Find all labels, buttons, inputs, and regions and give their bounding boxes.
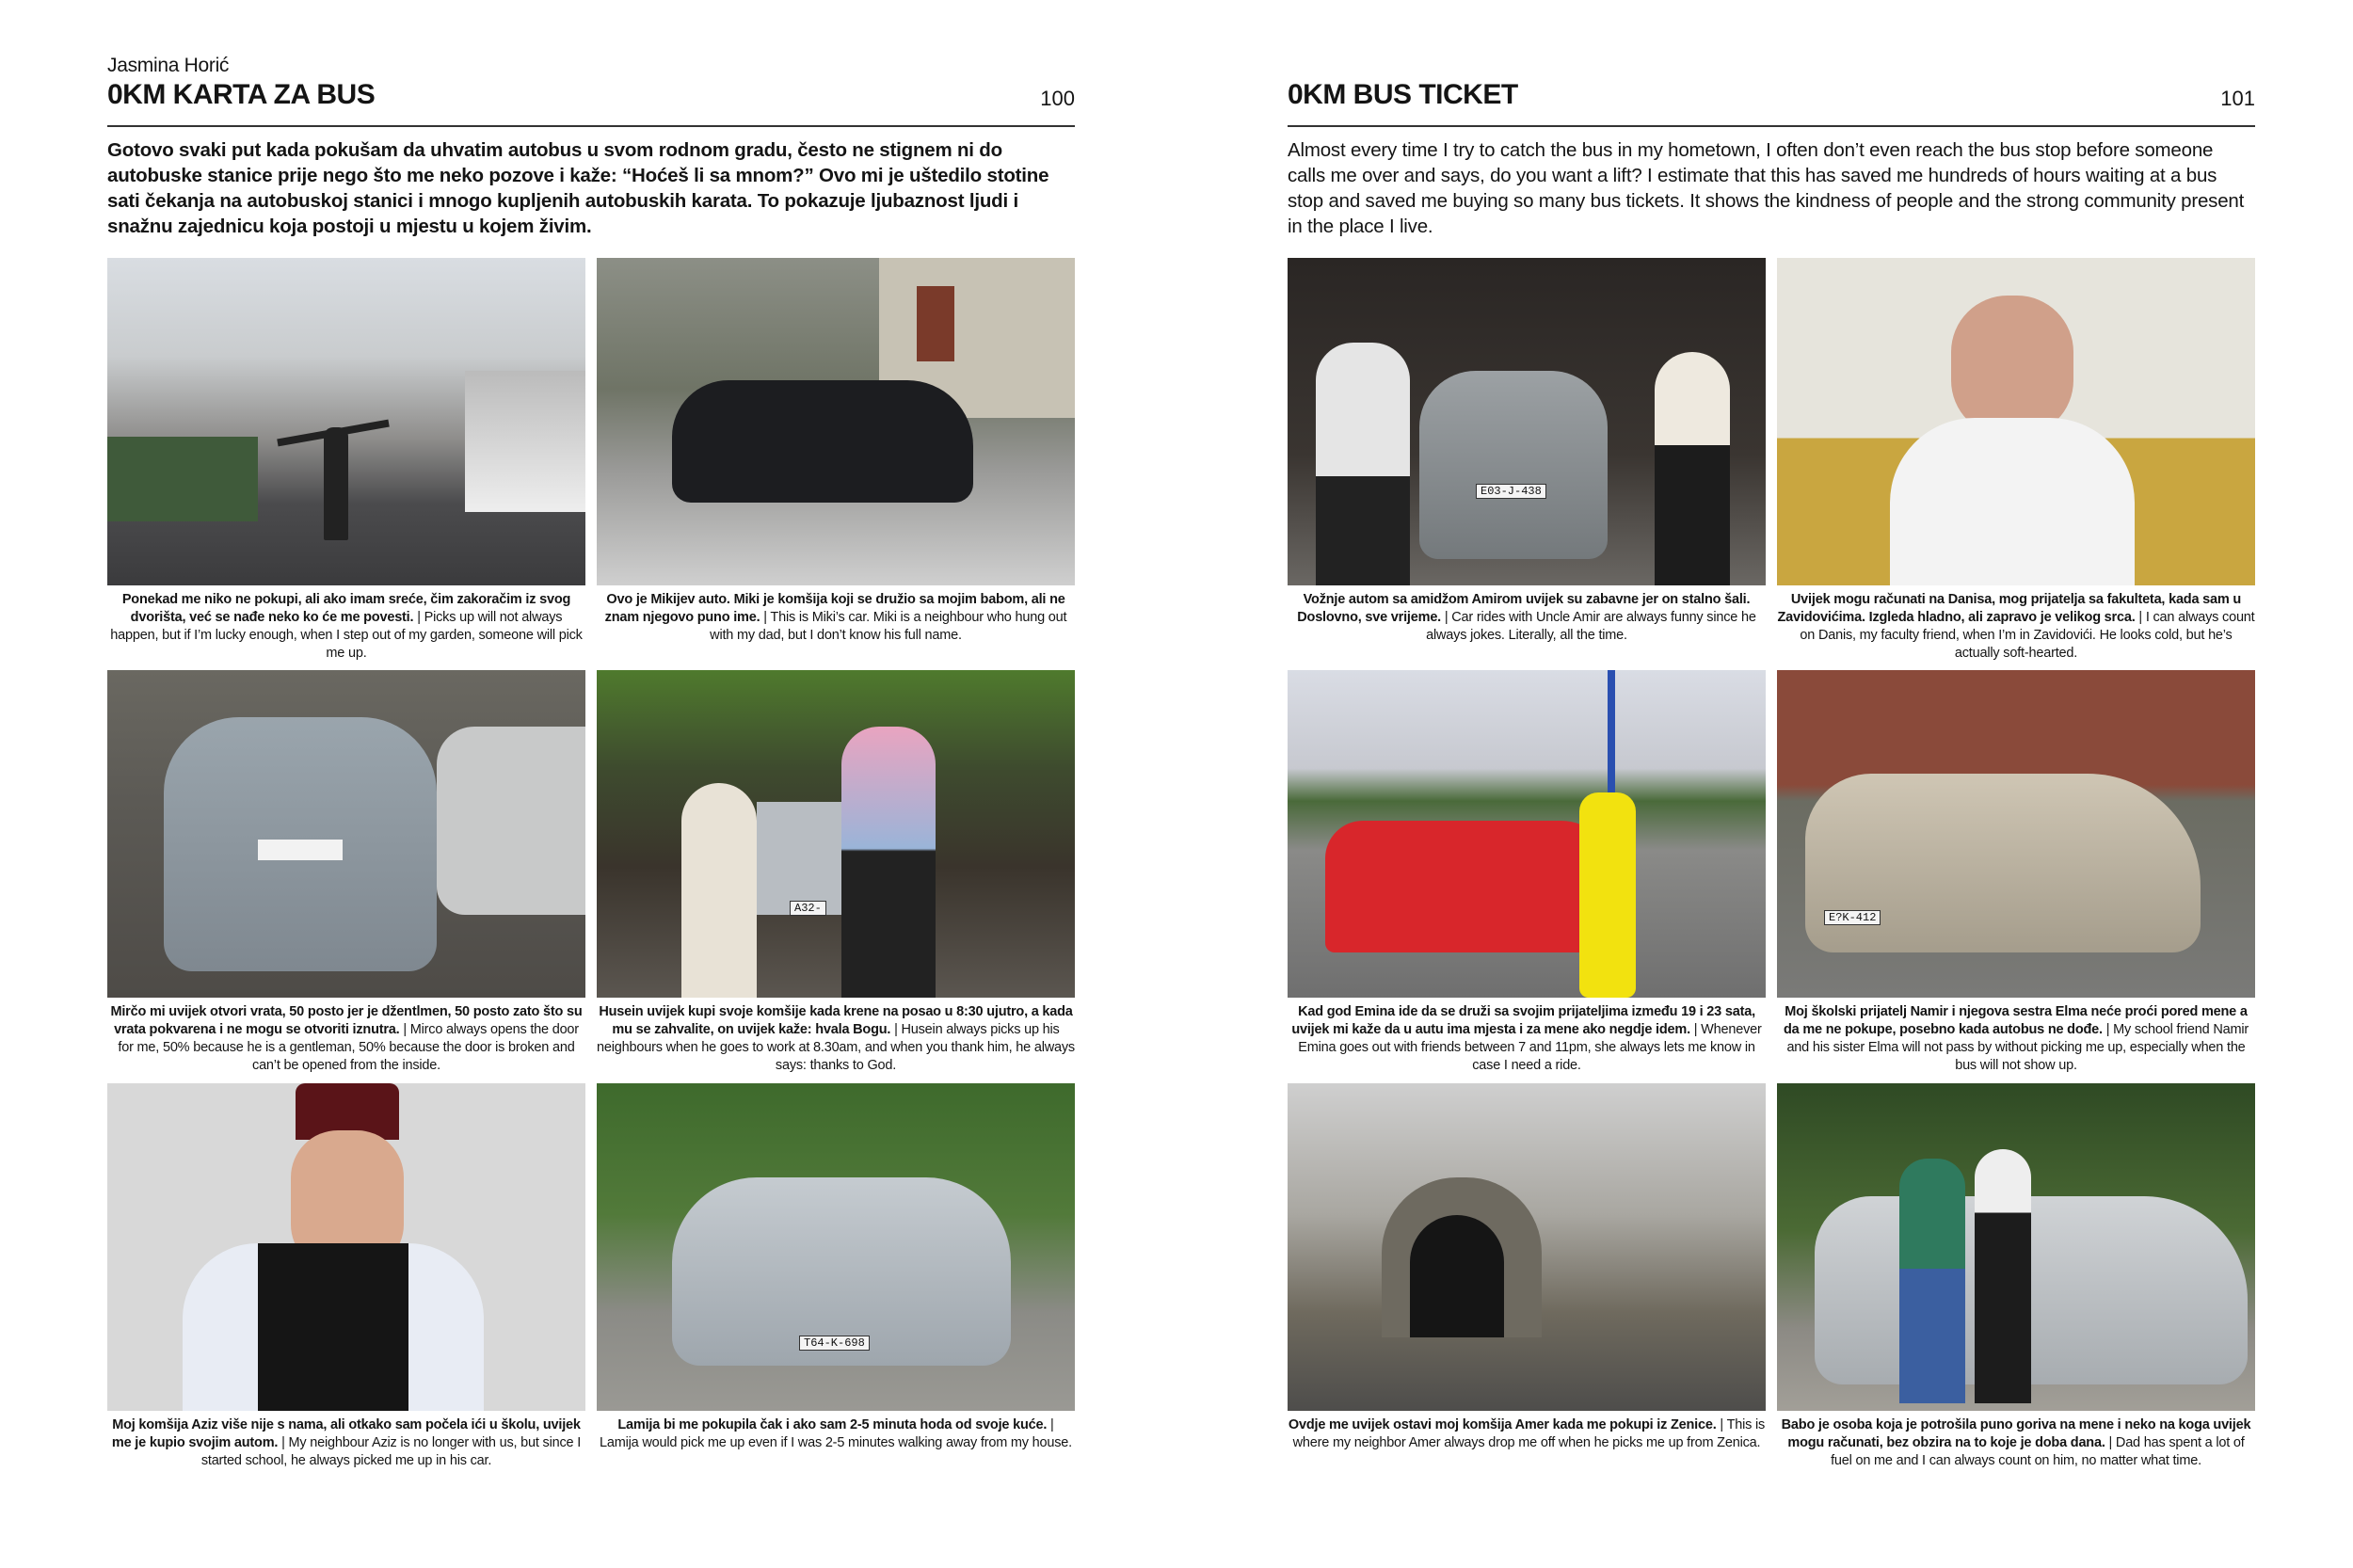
license-plate: E?K-412	[1824, 910, 1881, 925]
photo-caption: Babo je osoba koja je potrošila puno goriva na mene i neko na koga uvijek mogu računati, bez obzira na to koje je doba dana. | Dad has spent a lot of fuel on me and I can always count on him, no matter what time.	[1781, 1417, 2251, 1468]
photo-caption: Vožnje autom sa amidžom Amirom uvijek su zabavne jer on stalno šali. Doslovno, sve vrijeme. | Car rides with Uncle Amir are always funny since he always jokes. Literally, all the time.	[1297, 592, 1756, 643]
photo-emina-red-car	[1288, 670, 1766, 998]
photo-caption: Ovdje me uvijek ostavi moj komšija Amer kada me pokupi iz Zenice. | This is where my neighbor Amer always drop me off when he picks me up from Zenica.	[1288, 1417, 1766, 1450]
title-rule	[1288, 125, 2255, 127]
photo-foggy-tunnel	[1288, 1083, 1766, 1411]
photo-garage-uncle-amir	[1288, 258, 1766, 585]
photo-silver-hatchback	[107, 670, 585, 998]
photo-caption: Lamija bi me pokupila čak i ako sam 2-5 minuta hoda od svoje kuće. | Lamija would pick me up even if I was 2-5 minutes walking away from my house.	[600, 1417, 1072, 1450]
photo-black-car	[597, 258, 1075, 585]
photo-husein	[597, 670, 1075, 998]
license-plate: T64-K-698	[799, 1336, 870, 1351]
photo-caption: Husein uvijek kupi svoje komšije kada krene na posao u 8:30 ujutro, a kada mu se zahvalite, on uvijek kaže: hvala Bogu. | Husein always picks up his neighbours when he goes to work at 8.30am, and when you thank him, he always says: thanks to God.	[597, 1004, 1075, 1073]
photo-caption: Ponekad me niko ne pokupi, ali ako imam sreće, čim zakoračim iz svog dvorišta, već se nađe neko ko će me povesti. | Picks up will not always happen, but if I’m lucky enough, when I step out of my garden, someone will pick me up.	[110, 592, 583, 661]
photo-caption: Uvijek mogu računati na Danisa, mog prijatelja sa fakulteta, kada sam u Zavidovićima. Izgleda hladno, ali zapravo je velikog srca. | I can always count on Danis, my faculty friend, when I’m in Zavidovići. He looks cold, but he’s actually soft-hearted.	[1777, 592, 2255, 661]
photo-aziz-portrait	[107, 1083, 585, 1411]
license-plate: A32-	[790, 901, 826, 916]
title-rule	[107, 125, 1075, 127]
photo-gold-sedan	[1777, 670, 2255, 998]
page-number: 101	[2220, 87, 2255, 110]
photo-caption: Moj školski prijatelj Namir i njegova sestra Elma neće proći pored mene a da me ne pokupe, posebno kada autobus ne dođe. | My school friend Namir and his sister Elma will not pass by without picking me up, especially when the bus will not show up.	[1784, 1004, 2249, 1073]
author-name: Jasmina Horić	[107, 55, 230, 76]
photo-lamija-car	[597, 1083, 1075, 1411]
photo-caption: Kad god Emina ide da se druži sa svojim prijateljima između 19 i 23 sata, uvijek mi kaže da u autu ima mjesta i za mene ako negdje idem. | Whenever Emina goes out with friends between 7 and 11pm, she always lets me know in case I need a ride.	[1291, 1004, 1762, 1073]
photo-caption: Moj komšija Aziz više nije s nama, ali otkako sam počela ići u školu, uvijek me je kupio svojim autom. | My neighbour Aziz is no longer with us, but since I started school, he always picked me up in his car.	[111, 1417, 582, 1468]
license-plate: E03-J-438	[1476, 484, 1546, 499]
photo-dad-silver-car	[1777, 1083, 2255, 1411]
photo-caption: Mirčo mi uvijek otvori vrata, 50 posto jer je džentlmen, 50 posto zato što su vrata pokvarena i ne mogu se otvoriti iznutra. | Mirco always opens the door for me, 50% because he is a gentleman, 50% because the door is broken and can’t be opened from the inside.	[110, 1004, 583, 1073]
intro-paragraph: Gotovo svaki put kada pokušam da uhvatim autobus u svom rodnom gradu, često ne stignem ni do autobuske stanice prije nego što me neko pozove i kaže: “Hoćeš li sa mnom?” Ovo mi je uštedilo stotine sati čekanja na autobuskoj stanici i mnogo kupljenih autobuskih karata. To pokazuje ljubaznost ljudi i snažnu zajednicu koja postoji u mjestu u kojem živim.	[107, 139, 1049, 237]
photo-caption: Ovo je Mikijev auto. Miki je komšija koji se družio sa mojim babom, ali ne znam njegovo puno ime. | This is Miki’s car. Miki is a neighbour who hung out with my dad, but I don’t know his full name.	[604, 592, 1067, 643]
page-title: 0KM KARTA ZA BUS	[107, 79, 376, 110]
page-title: 0KM BUS TICKET	[1288, 79, 1518, 110]
photo-snowy-road	[107, 258, 585, 585]
page-number: 100	[1040, 87, 1075, 110]
photo-danis-portrait	[1777, 258, 2255, 585]
intro-paragraph: Almost every time I try to catch the bus in my hometown, I often don’t even reach the bus stop before someone calls me over and says, do you want a lift? I estimate that this has saved me hundreds of hours waiting at a bus stop and saved me buying so many bus tickets. It shows the kindness of people and the strong community present in the place I live.	[1288, 139, 2245, 237]
